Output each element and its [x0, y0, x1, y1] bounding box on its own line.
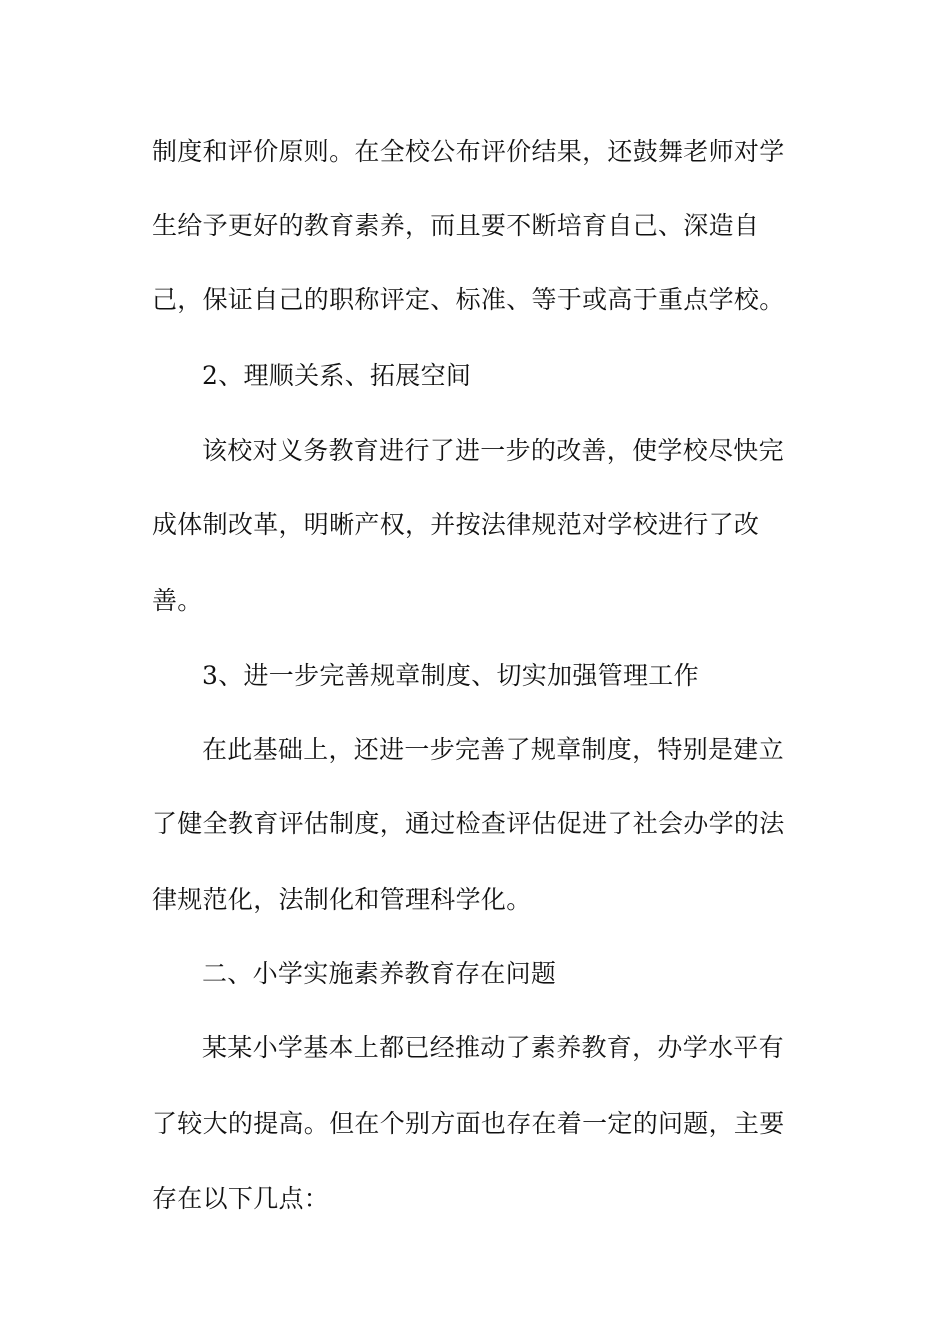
paragraph-line: 成体制改革，明晰产权，并按法律规范对学校进行了改 [152, 510, 760, 539]
paragraph-line: 该校对义务教育进行了进一步的改善，使学校尽快完 [202, 436, 784, 465]
paragraph-line: 生给予更好的教育素养，而且要不断培育自己、深造自 [152, 211, 760, 240]
section-heading: 3、进一步完善规章制度、切实加强管理工作 [202, 661, 699, 690]
paragraph-line: 律规范化，法制化和管理科学化。 [152, 885, 532, 914]
paragraph-line: 了健全教育评估制度，通过检查评估促进了社会办学的法 [152, 809, 785, 838]
paragraph-line: 了较大的提高。但在个别方面也存在着一定的问题，主要 [152, 1109, 785, 1138]
section-heading: 2、理顺关系、拓展空间 [202, 361, 472, 390]
paragraph-line: 己，保证自己的职称评定、标准、等于或高于重点学校。 [152, 285, 785, 314]
paragraph-line: 在此基础上，还进一步完善了规章制度，特别是建立 [202, 735, 784, 764]
paragraph-line: 某某小学基本上都已经推动了素养教育，办学水平有 [202, 1033, 784, 1062]
paragraph-line: 存在以下几点： [152, 1184, 330, 1213]
paragraph-line: 制度和评价原则。在全校公布评价结果，还鼓舞老师对学 [152, 137, 785, 166]
section-heading: 二、小学实施素养教育存在问题 [202, 959, 557, 988]
paragraph-line: 善。 [152, 586, 203, 615]
